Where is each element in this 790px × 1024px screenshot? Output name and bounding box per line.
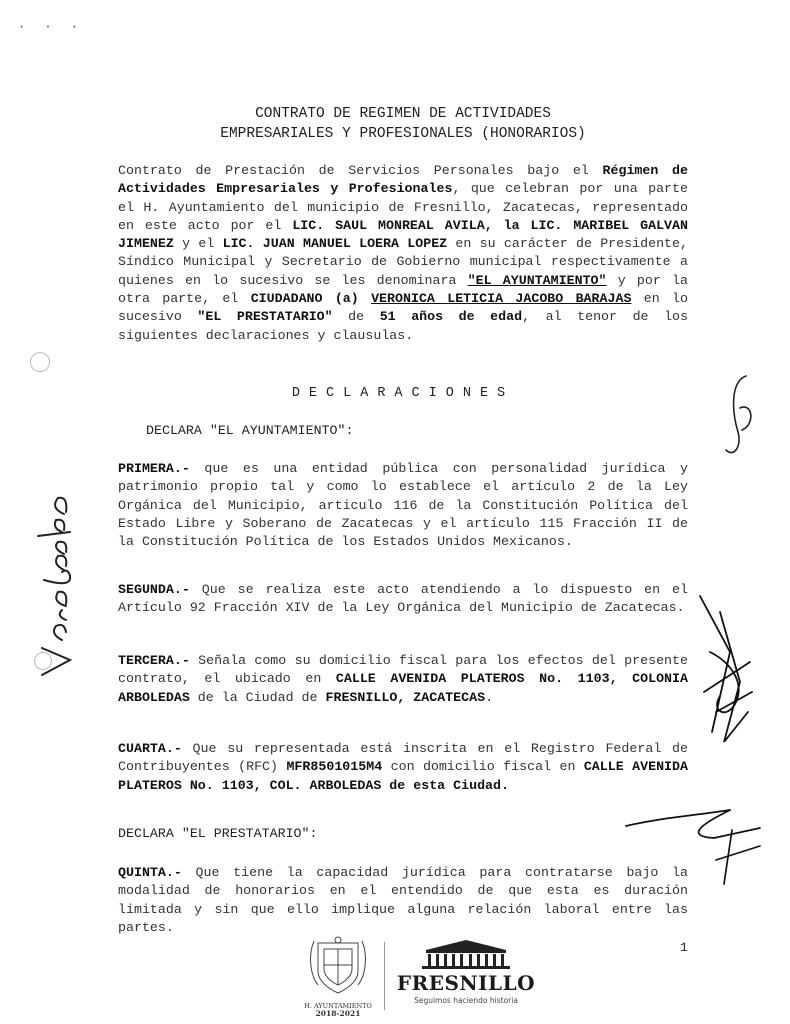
page-number: 1 xyxy=(680,940,688,955)
ayuntamiento-seal xyxy=(304,935,372,1021)
contract-title xyxy=(118,104,688,144)
intro-paragraph: Contrato de Prestación de Servicios Personales bajo el Régimen de Actividades Empresariales y Profesionales, que celebran por una parte el H. Ayuntamiento del municipio de Fresnillo, Zacatecas, representado en este acto por el LIC. SAUL MONREAL AVILA, la LIC. MARIBEL GALVAN JIMENEZ y el LIC. JUAN MANUEL LOERA LOPEZ en su carácter de Presidente, Síndico Municipal y Secretario de Gobierno municipal respectivamente a quienes en lo sucesivo se les denominara "EL AYUNTAMIENTO" y por la otra parte, el CIUDADANO (a) VERONICA LETICIA JACOBO BARAJAS en lo sucesivo "EL PRESTATARIO" de 51 años de edad, al tenor de los siguientes declaraciones y clausulas. xyxy=(118,163,689,343)
title-line-2: EMPRESARIALES Y PROFESIONALES (HONORARIOS) xyxy=(220,126,586,142)
prestatario-name: VERONICA LETICIA JACOBO BARAJAS xyxy=(371,291,632,307)
footer-divider xyxy=(384,942,385,1010)
seal-caption: H. AYUNTAMIENTO 2018-2021 xyxy=(304,1002,372,1018)
signature-middle xyxy=(690,592,760,752)
logo-wordmark: FRESNILLO xyxy=(396,971,536,995)
signature-mark-top xyxy=(712,372,762,462)
clause-quinta: QUINTA.- Que tiene la capacidad jurídica para contratarse bajo la modalidad de honorarios en el entendido de que esta es duración limitada y sin que ello implique alguna relación laboral entre las partes. xyxy=(118,865,688,935)
building-icon xyxy=(418,938,514,970)
punch-hole-top xyxy=(30,352,50,372)
handwritten-note xyxy=(22,480,82,680)
clause-segunda: SEGUNDA.- Que se realiza este acto atendiendo a lo dispuesto en el Artículo 92 Fracción XIV de la Ley Orgánica del Municipio de Zacatecas. xyxy=(118,582,688,616)
declaraciones-heading: DECLARACIONES xyxy=(291,386,515,401)
clause-cuarta: CUARTA.- Que su representada está inscrita en el Registro Federal de Contribuyentes (RFC) MFR8501015M4 con domicilio fiscal en CALLE AVENIDA PLATEROS No. 1103, COL. ARBOLEDAS de esta Ciudad. xyxy=(118,741,688,793)
fresnillo-logo xyxy=(396,938,536,1014)
title-line-1: CONTRATO DE REGIMEN DE ACTIVIDADES xyxy=(255,106,551,122)
signature-bottom xyxy=(620,780,770,890)
declara-ayuntamiento-heading: DECLARA "EL AYUNTAMIENTO": xyxy=(146,423,354,438)
logo-slogan: Seguimos haciendo historia xyxy=(414,996,518,1005)
declara-prestatario-heading: DECLARA "EL PRESTATARIO": xyxy=(118,826,318,841)
scan-specks: · · · xyxy=(18,20,85,34)
clause-tercera: TERCERA.- Señala como su domicilio fiscal para los efectos del presente contrato, el ubicado en CALLE AVENIDA PLATEROS No. 1103, COLONIA ARBOLEDAS de la Ciudad de FRESNILLO, ZACATECAS. xyxy=(118,653,688,705)
clause-primera: PRIMERA.- que es una entidad pública con personalidad jurídica y patrimonio propio tal y como lo establece el artículo 2 de la Ley Orgánica del Municipio, articulo 116 de la Constitución Política del Estado Libre y Soberano de Zacatecas y el artículo 115 Fracción II de la Constitución Política de los Estados Unidos Mexicanos. xyxy=(118,461,688,550)
coat-of-arms-icon xyxy=(304,935,372,997)
